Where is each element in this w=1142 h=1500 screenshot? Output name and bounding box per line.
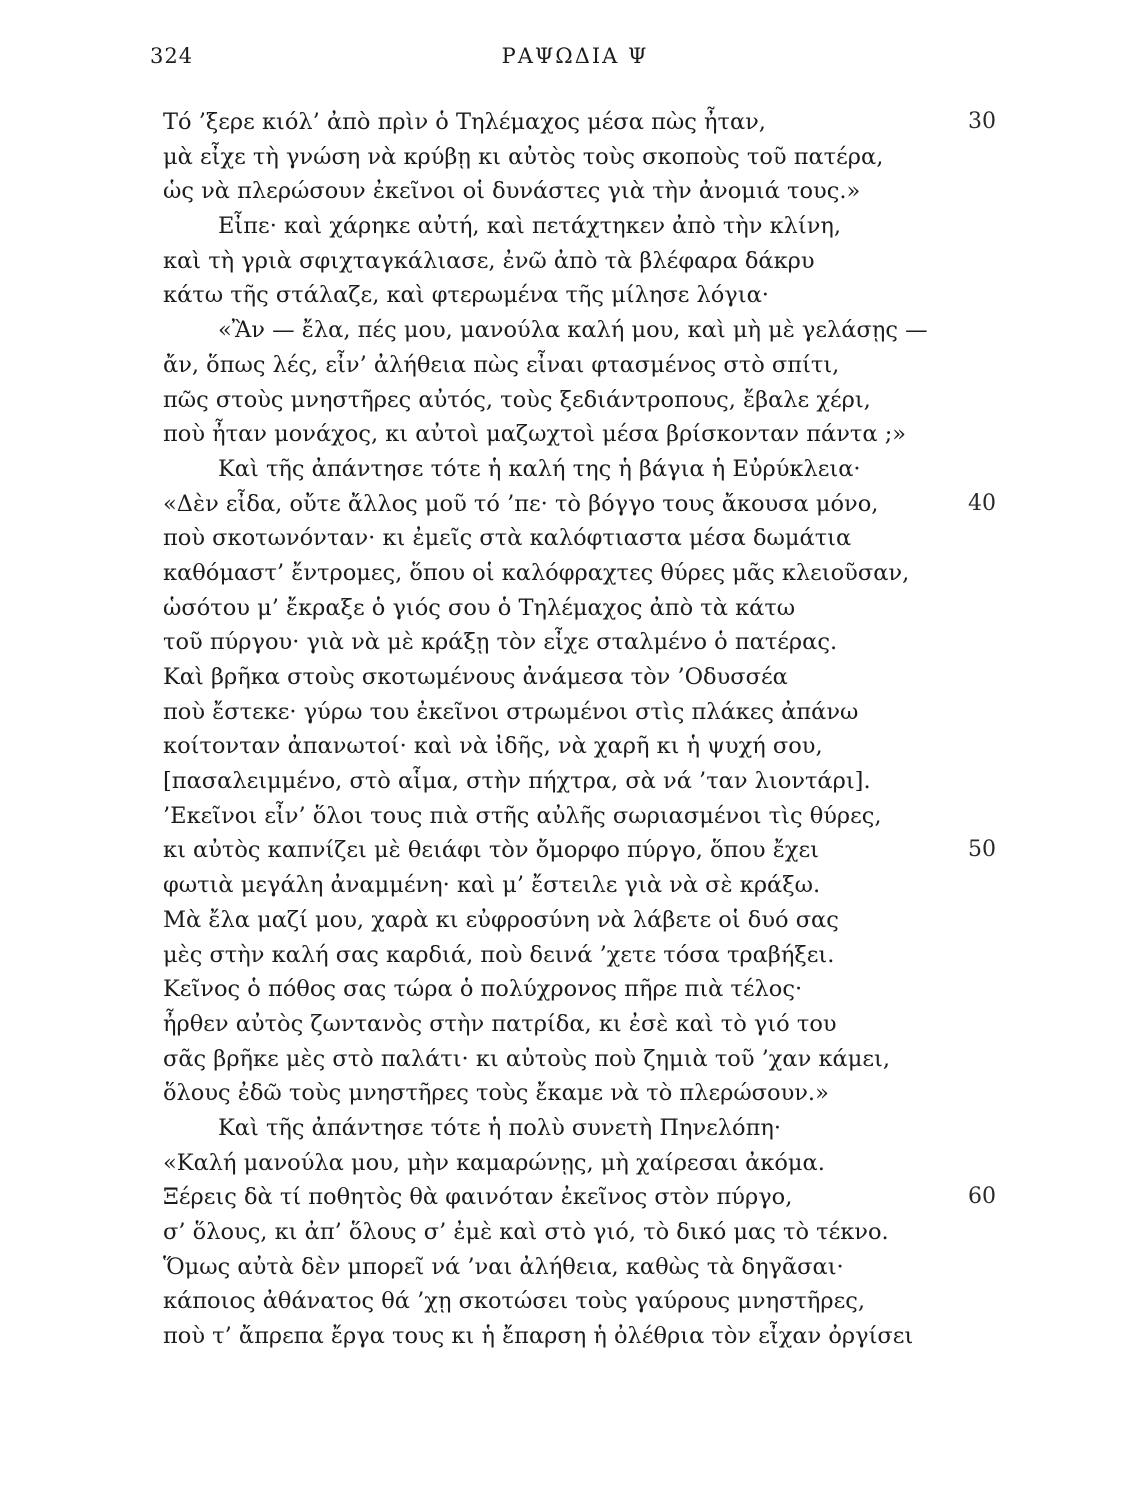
verse-text: «Δὲν εἶδα, οὔτε ἄλλος μοῦ τό ’πε· τὸ βόγγο τους ἄκουσα μόνο, [163,490,879,517]
verse-line [163,313,1023,348]
verse-line [163,209,1023,244]
verse-line [163,695,1023,730]
verse-text: Τό ’ξερε κιόλ’ ἀπὸ πρὶν ὁ Τηλέμαχος μέσα πὼς ἦταν, [163,109,766,135]
verse-line [163,591,1023,626]
verse-line [163,764,1023,799]
verse-line [163,1180,1023,1215]
verse-line [163,140,1023,175]
verse-text: Κεῖνος ὁ πόθος σας τώρα ὁ πολύχρονος πῆρε πιὰ τέλος· [163,976,803,1003]
verse-text: Ὅμως αὐτὰ δὲν μπορεῖ νά ’ναι ἀλήθεια, καθὼς τὰ δηγᾶσαι· [163,1253,844,1280]
verse-text: σ’ ὅλους, κι ἀπ’ ὅλους σ’ ἐμὲ καὶ στὸ γιό, τὸ δικό μας τὸ τέκνο. [163,1219,889,1245]
verse-text: «Καλή μανούλα μου, μὴν καμαρώνῃς, μὴ χαίρεσαι ἀκόμα. [163,1149,825,1176]
verse-line [163,556,1023,591]
verse-line [163,383,1023,418]
verse-line [163,1076,1023,1111]
verse-text: ὅλους ἐδῶ τοὺς μνηστῆρες τοὺς ἔκαμε νὰ τὸ πλερώσουν.» [163,1080,829,1107]
verse-text: «Ἂν — ἔλα, πές μου, μανούλα καλή μου, καὶ μὴ μὲ γελάσῃς — [218,317,928,344]
section-title: ΡΑΨΩΔΙΑ Ψ [501,44,649,68]
verse-line [163,487,1023,522]
verse-text: μὰ εἶχε τὴ γνώση νὰ κρύβῃ κι αὐτὸς τοὺς σκοποὺς τοῦ πατέρα, [163,143,884,170]
verse-line [163,452,1023,487]
verse-line [163,1250,1023,1285]
running-head [150,44,985,80]
verse-text: ὡσότου μ’ ἔκραξε ὁ γιός σου ὁ Τηλέμαχος ἀπὸ τὰ κάτω [163,594,796,621]
verse-text: καὶ τὴ γριὰ σφιχταγκάλιασε, ἐνῶ ἀπὸ τὰ βλέφαρα δάκρυ [163,247,815,274]
verse-text: καθόμαστ’ ἔντρομες, ὅπου οἱ καλόφραχτες θύρες μᾶς κλειοῦσαν, [163,559,910,586]
verse-text: Καὶ τῆς ἀπάντησε τότε ἡ καλή της ἡ βάγια ἡ Εὐρύκλεια· [218,455,861,482]
verse-text: κοίτονταν ἀπανωτοί· καὶ νὰ ἰδῆς, νὰ χαρῆ κι ἡ ψυχή σου, [163,733,823,760]
verse-line [163,1319,1023,1354]
verse-line [163,521,1023,556]
verse-line [163,729,1023,764]
verse-line [163,625,1023,660]
verse-line [163,1042,1023,1077]
verse-line [163,348,1023,383]
verse-text: μὲς στὴν καλή σας καρδιά, ποὺ δεινά ’χετε τόσα τραβήξει. [163,941,835,968]
verse-text: ποὺ ἔστεκε· γύρω του ἐκεῖνοι στρωμένοι στὶς πλάκες ἀπάνω [163,698,859,725]
verse-text: σᾶς βρῆκε μὲς στὸ παλάτι· κι αὐτοὺς ποὺ ζημιὰ τοῦ ’χαν κάμει, [163,1045,890,1072]
verse-text: κάποιος ἀθάνατος θά ’χῃ σκοτώσει τοὺς γαύρους μνηστῆρες, [163,1288,865,1315]
verse-text: ποὺ τ’ ἄπρεπα ἔργα τους κι ἡ ἔπαρση ἡ ὀλέθρια τὸν εἶχαν ὀργίσει [163,1323,914,1350]
verse-text: Μὰ ἔλα μαζί μου, χαρὰ κι εὐφροσύνη νὰ λάβετε οἱ δυό σας [163,906,839,933]
verse-line [163,417,1023,452]
line-number: 50 [968,837,996,863]
verse-line [163,660,1023,695]
line-number: 60 [968,1184,996,1210]
verse-text: κι αὐτὸς καπνίζει μὲ θειάφι τὸν ὄμορφο πύργο, ὅπου ἔχει [163,837,819,864]
verse-line [163,1146,1023,1181]
poem-text [163,105,1023,1354]
verse-line [163,1111,1023,1146]
verse-line [163,972,1023,1007]
verse-line [163,1007,1023,1042]
verse-text: ἦρθεν αὐτὸς ζωντανὸς στὴν πατρίδα, κι ἐσὲ καὶ τὸ γιό του [163,1010,837,1037]
verse-text: ’Εκεῖνοι εἶν’ ὅλοι τους πιὰ στῆς αὐλῆς σωριασμένοι τὶς θύρες, [163,802,882,829]
verse-text: Εἶπε· καὶ χάρηκε αὐτή, καὶ πετάχτηκεν ἀπὸ τὴν κλίνη, [218,213,842,240]
verse-text: πῶς στοὺς μνηστῆρες αὐτός, τοὺς ξεδιάντροπους, ἔβαλε χέρι, [163,386,871,413]
line-number: 30 [968,109,996,134]
verse-text: ποὺ σκοτωνόνταν· κι ἐμεῖς στὰ καλόφτιαστα μέσα δωμάτια [163,525,852,552]
verse-text: Καὶ βρῆκα στοὺς σκοτωμένους ἀνάμεσα τὸν ’Οδυσσέα [163,664,788,690]
verse-line [163,278,1023,313]
verse-text: κάτω τῆς στάλαζε, καὶ φτερωμένα τῆς μίλησε λόγια· [163,282,769,309]
verse-text: Ξέρεις δὰ τί ποθητὸς θὰ φαινόταν ἐκεῖνος στὸν πύργο, [163,1184,793,1211]
verse-line [163,799,1023,834]
verse-line [163,938,1023,973]
page-number: 324 [150,44,194,68]
verse-text: [πασαλειμμένο, στὸ αἷμα, στὴν πήχτρα, σὰ νά ’ταν λιοντάρι]. [163,768,871,795]
verse-line [163,244,1023,279]
verse-text: τοῦ πύργου· γιὰ νὰ μὲ κράξῃ τὸν εἶχε σταλμένο ὁ πατέρας. [163,629,838,656]
verse-text: φωτιὰ μεγάλη ἀναμμένη· καὶ μ’ ἔστειλε γιὰ νὰ σὲ κράξω. [163,872,821,899]
verse-line [163,105,1023,140]
line-number: 40 [968,490,996,516]
verse-line [163,903,1023,938]
verse-line [163,868,1023,903]
verse-line [163,174,1023,209]
verse-line [163,1284,1023,1319]
verse-text: ὡς νὰ πλερώσουν ἐκεῖνοι οἱ δυνάστες γιὰ τὴν ἀνομιά τους.» [163,178,861,205]
verse-line [163,833,1023,868]
verse-text: ἄν, ὅπως λές, εἶν’ ἀλήθεια πὼς εἶναι φτασμένος στὸ σπίτι, [163,351,840,378]
verse-text: ποὺ ἦταν μονάχος, κι αὐτοὶ μαζωχτοὶ μέσα βρίσκονταν πάντα ;» [163,421,907,448]
verse-text: Καὶ τῆς ἀπάντησε τότε ἡ πολὺ συνετὴ Πηνελόπη· [218,1114,782,1141]
verse-line [163,1215,1023,1250]
